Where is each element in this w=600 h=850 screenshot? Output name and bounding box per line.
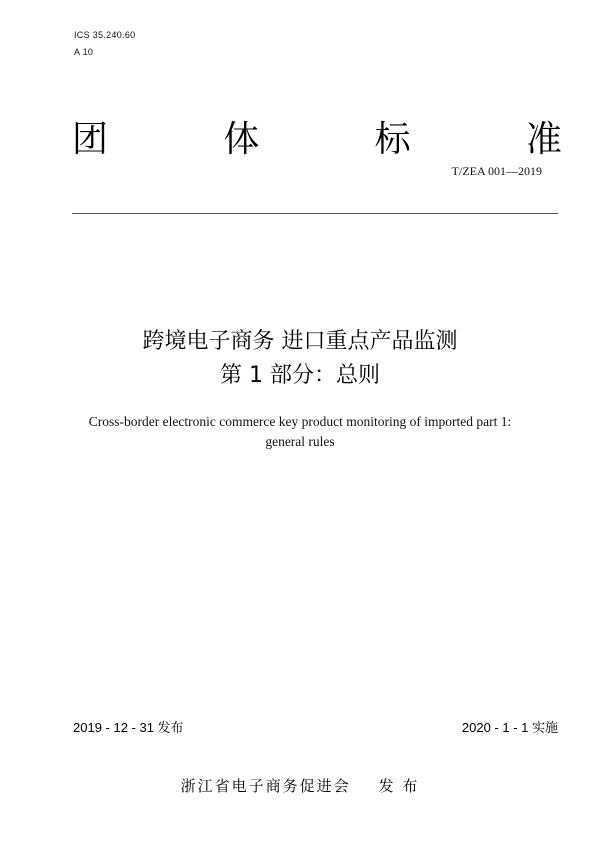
publisher-name: 浙江省电子商务促进会 xyxy=(180,777,351,795)
english-title-line-2: general rules xyxy=(265,434,335,449)
publisher-line xyxy=(0,775,600,796)
issue-date: 2019 - 12 - 31 发布 xyxy=(73,720,184,735)
standard-type-title xyxy=(72,118,562,162)
standard-type-char: 标 xyxy=(374,119,411,160)
standard-type-char: 体 xyxy=(223,119,260,160)
standard-number: T/ZEA 001—2019 xyxy=(451,164,542,178)
standard-type-char: 团 xyxy=(72,119,109,160)
standard-type-char: 准 xyxy=(525,119,562,160)
ccs-code: A 10 xyxy=(74,47,94,57)
publish-action: 发 布 xyxy=(378,777,420,795)
chinese-title-line-1: 跨境电子商务 进口重点产品监测 xyxy=(142,329,458,354)
english-title-line-1: Cross-border electronic commerce key product monitoring of imported part 1: xyxy=(88,414,512,429)
ics-code: ICS 35.240.60 xyxy=(74,30,136,40)
implementation-date: 2020 - 1 - 1 实施 xyxy=(461,720,558,735)
chinese-title-line-2: 第 1 部分：总则 xyxy=(220,363,380,388)
header-divider xyxy=(72,213,558,214)
